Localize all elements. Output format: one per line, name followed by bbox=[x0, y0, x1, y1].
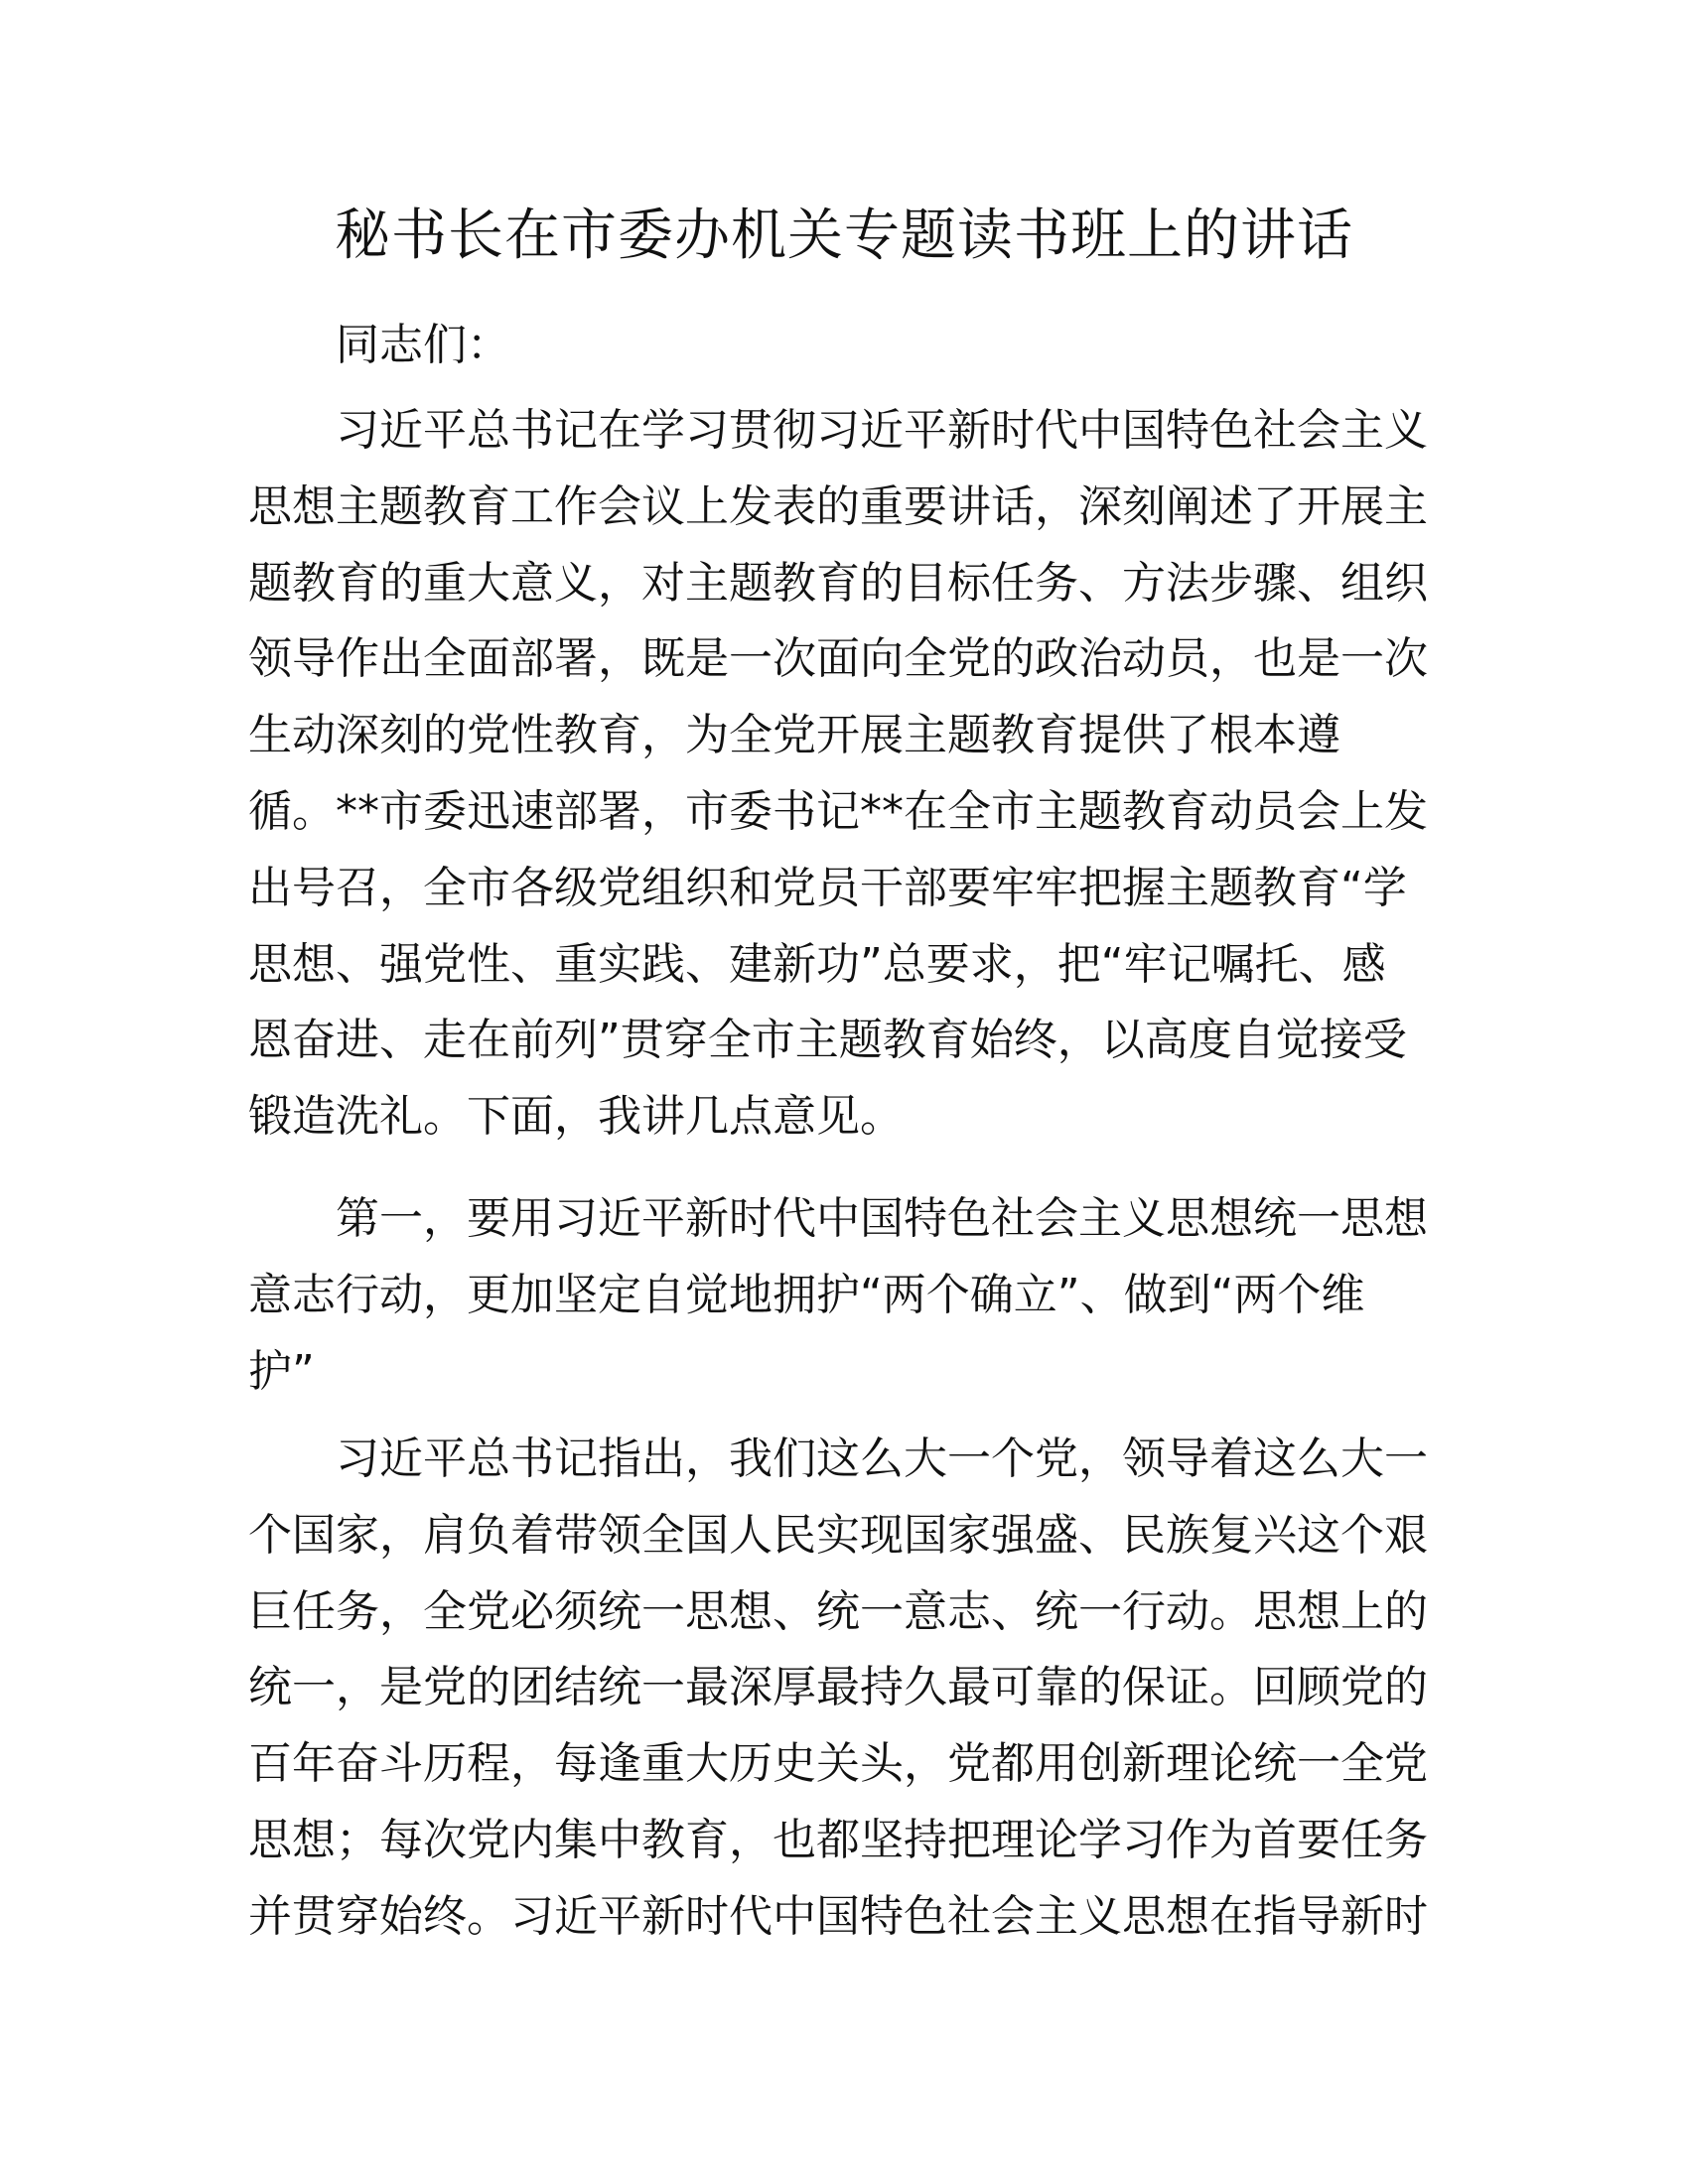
paragraph-2 bbox=[248, 1422, 1430, 1956]
paragraph-line: 思想；每次党内集中教育，也都坚持把理论学习作为首要任务 bbox=[248, 1814, 1428, 1865]
paragraph-line: 巨任务，全党必须统一思想、统一意志、统一行动。思想上的 bbox=[248, 1585, 1428, 1637]
greeting bbox=[248, 308, 1430, 384]
heading-line: 第一，要用习近平新时代中国特色社会主义思想统一思想 bbox=[336, 1193, 1428, 1244]
greeting-line: 同志们： bbox=[336, 320, 510, 370]
document-title: 秘书长在市委办机关专题读书班上的讲话 bbox=[335, 204, 1353, 268]
paragraph-line: 习近平总书记指出，我们这么大一个党，领导着这么大一 bbox=[336, 1433, 1428, 1484]
paragraph-line: 恩奋进、走在前列”贯穿全市主题教育始终，以高度自觉接受 bbox=[248, 1015, 1407, 1066]
paragraph-line: 并贯穿始终。习近平新时代中国特色社会主义思想在指导新时 bbox=[248, 1890, 1428, 1942]
paragraph-line: 习近平总书记在学习贯彻习近平新时代中国特色社会主义 bbox=[336, 405, 1428, 456]
paragraph-line: 个国家，肩负着带领全国人民实现国家强盛、民族复兴这个艰 bbox=[248, 1509, 1428, 1561]
paragraph-line: 百年奋斗历程，每逢重大历史关头，党都用创新理论统一全党 bbox=[248, 1738, 1428, 1790]
paragraph-line: 领导作出全面部署，既是一次面向全党的政治动员，也是一次 bbox=[248, 633, 1428, 685]
paragraph-line: 思想、强党性、重实践、建新功”总要求，把“牢记嘱托、感 bbox=[248, 938, 1386, 990]
section-heading-1 bbox=[248, 1181, 1430, 1410]
paragraph-line: 出号召，全市各级党组织和党员干部要牢牢把握主题教育“学 bbox=[248, 862, 1407, 913]
paragraph-line: 统一，是党的团结统一最深厚最持久最可靠的保证。回顾党的 bbox=[248, 1662, 1428, 1713]
heading-line: 护” bbox=[248, 1345, 315, 1397]
paragraph-line: 循。**市委迅速部署，市委书记**在全市主题教育动员会上发 bbox=[248, 785, 1428, 837]
paragraph-line: 锻造洗礼。下面，我讲几点意见。 bbox=[248, 1091, 904, 1143]
heading-line: 意志行动，更加坚定自觉地拥护“两个确立”、做到“两个维 bbox=[248, 1269, 1365, 1320]
paragraph-line: 思想主题教育工作会议上发表的重要讲话，深刻阐述了开展主 bbox=[248, 480, 1428, 532]
paragraph-line: 题教育的重大意义，对主题教育的目标任务、方法步骤、组织 bbox=[248, 557, 1428, 609]
paragraph-line: 生动深刻的党性教育，为全党开展主题教育提供了根本遵 bbox=[248, 710, 1340, 761]
paragraph-1 bbox=[248, 393, 1430, 1156]
